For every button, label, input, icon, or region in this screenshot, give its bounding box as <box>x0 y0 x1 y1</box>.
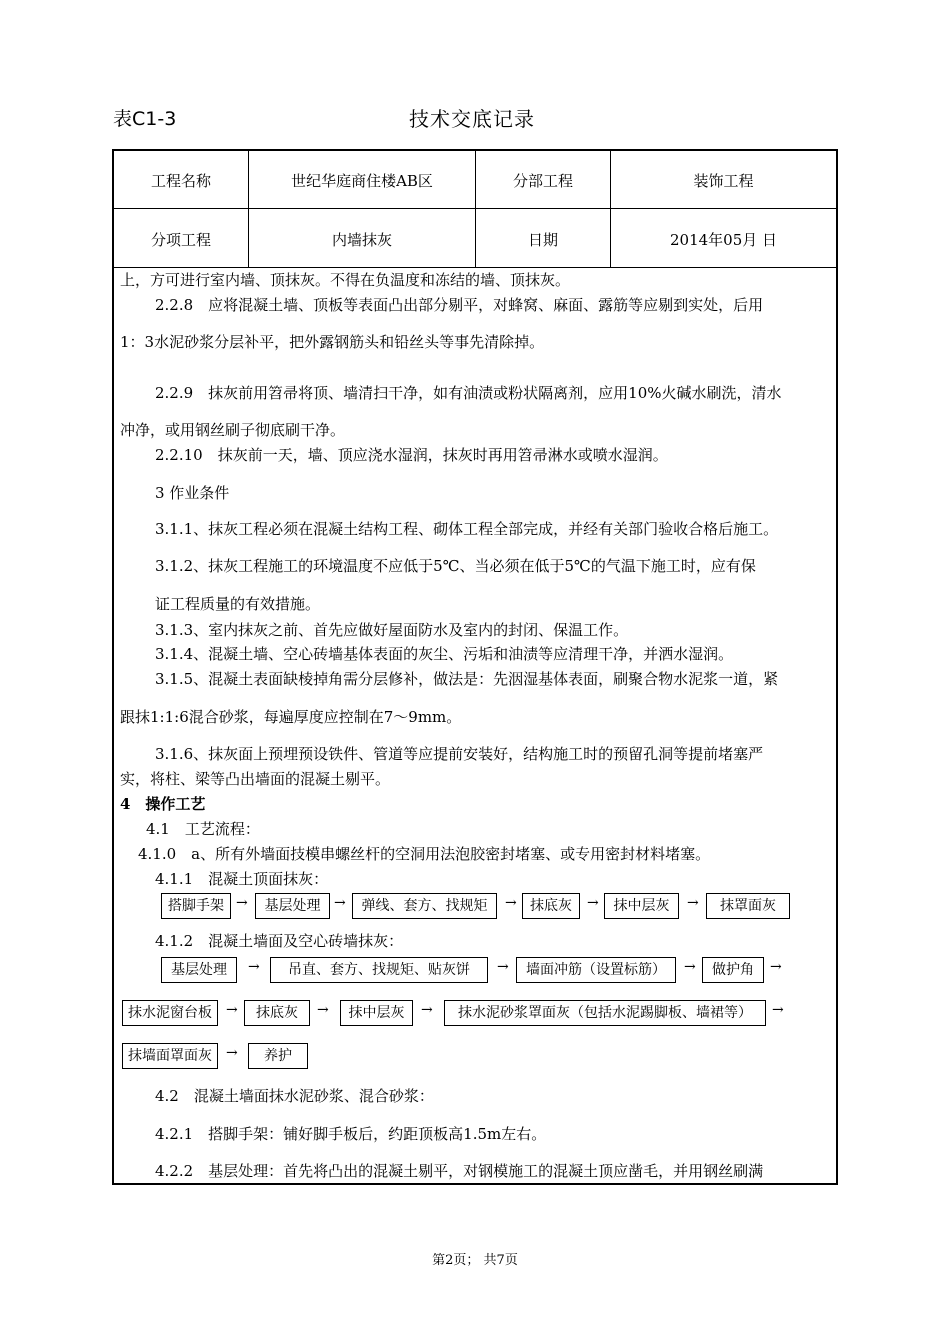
table-divider <box>610 149 611 268</box>
body-line: 3.1.2、抹灰工程施工的环境温度不应低于5℃、当必须在低于5℃的气温下施工时，应有保 <box>155 557 756 575</box>
arrow-icon: → <box>421 1002 433 1018</box>
label-subitem: 分项工程 <box>150 231 211 249</box>
body-line: 4.2 混凝土墙面抹水泥砂浆、混合砂浆： <box>155 1087 434 1105</box>
arrow-icon: → <box>248 959 260 975</box>
arrow-icon: → <box>497 959 509 975</box>
flow-step: 抹中层灰 <box>604 893 679 919</box>
section-heading: 3 作业条件 <box>155 484 230 502</box>
arrow-icon: → <box>226 1002 238 1018</box>
flow-step: 基层处理 <box>255 893 330 919</box>
label-division: 分部工程 <box>512 172 573 190</box>
body-line: 上，方可进行室内墙、顶抹灰。不得在负温度和冻结的墙、顶抹灰。 <box>120 271 571 289</box>
flow-step: 抹罩面灰 <box>706 893 790 919</box>
flow-step: 抹底灰 <box>244 1000 310 1026</box>
flow-step: 抹墙面罩面灰 <box>122 1043 218 1069</box>
arrow-icon: → <box>772 1002 784 1018</box>
body-line: 4.2.1 搭脚手架：铺好脚手板后，约距顶板高1.5m左右。 <box>155 1125 547 1143</box>
arrow-icon: → <box>770 959 782 975</box>
arrow-icon: → <box>334 895 346 911</box>
body-line: 4.1 工艺流程： <box>146 820 260 838</box>
value-project-name: 世纪华庭商住楼AB区 <box>291 172 433 190</box>
arrow-icon: → <box>236 895 248 911</box>
arrow-icon: → <box>317 1002 329 1018</box>
body-line: 实，将柱、梁等凸出墙面的混凝土剔平。 <box>120 770 391 788</box>
body-line: 4.1.2 混凝土墙面及空心砖墙抹灰： <box>155 932 404 950</box>
body-line: 4.1.0 a、所有外墙面技模串螺丝杆的空洞用法泡胶密封堵塞、或专用密封材料堵塞。 <box>138 845 711 863</box>
body-line: 3.1.6、抹灰面上预埋预设铁件、管道等应提前安装好，结构施工时的预留孔洞等提前堵塞严 <box>155 745 764 763</box>
arrow-icon: → <box>587 895 599 911</box>
flow-step: 搭脚手架 <box>161 893 231 919</box>
flow-step: 养护 <box>248 1043 308 1069</box>
flow-step: 抹底灰 <box>522 893 580 919</box>
body-line: 3.1.1、抹灰工程必须在混凝土结构工程、砌体工程全部完成，并经有关部门验收合格后施工。 <box>155 520 779 538</box>
flow-step: 弹线、套方、找规矩 <box>352 893 497 919</box>
label-date: 日期 <box>527 231 558 249</box>
page-footer: 第2页； 共7页 <box>432 1253 518 1268</box>
table-divider <box>475 149 476 268</box>
flow-step: 基层处理 <box>161 957 237 983</box>
body-line: 3.1.3、室内抹灰之前、首先应做好屋面防水及室内的封闭、保温工作。 <box>155 621 629 639</box>
form-code: 表C1-3 <box>113 108 177 130</box>
label-project-name: 工程名称 <box>150 172 211 190</box>
flow-step: 抹中层灰 <box>340 1000 413 1026</box>
flow-step: 抹水泥砂浆罩面灰（包括水泥踢脚板、墙裙等） <box>444 1000 766 1026</box>
body-line: 2.2.8 应将混凝土墙、顶板等表面凸出部分剔平，对蜂窝、麻面、露筋等应剔到实处，后用 <box>155 296 764 314</box>
body-line: 4.2.2 基层处理：首先将凸出的混凝土剔平，对钢模施工的混凝土顶应凿毛，并用钢丝刷满 <box>155 1162 764 1180</box>
arrow-icon: → <box>684 959 696 975</box>
arrow-icon: → <box>226 1045 238 1061</box>
section-heading: 4 操作工艺 <box>120 795 206 813</box>
body-line: 2.2.9 抹灰前用笤帚将顶、墙清扫干净，如有油渍或粉状隔离剂，应用10%火碱水刷洗，清水 <box>155 384 782 402</box>
value-date: 2014年05月 日 <box>669 231 778 249</box>
table-divider <box>248 149 249 268</box>
arrow-icon: → <box>687 895 699 911</box>
value-division: 装饰工程 <box>693 172 754 190</box>
body-line: 冲净，或用钢丝刷子彻底刷干净。 <box>120 421 346 439</box>
flow-step: 抹水泥窗台板 <box>122 1000 218 1026</box>
body-line: 3.1.4、混凝土墙、空心砖墙基体表面的灰尘、污垢和油渍等应清理干净，并洒水湿润。 <box>155 645 734 663</box>
body-line: 3.1.5、混凝土表面缺棱掉角需分层修补，做法是：先洇湿基体表面，刷聚合物水泥浆一道，紧 <box>155 670 779 688</box>
arrow-icon: → <box>505 895 517 911</box>
flow-step: 做护角 <box>702 957 764 983</box>
body-line: 跟抹1:1:6混合砂浆，每遍厚度应控制在7～9mm。 <box>120 708 462 726</box>
flow-step: 墙面冲筋（设置标筋） <box>516 957 676 983</box>
value-subitem: 内墙抹灰 <box>331 231 392 249</box>
body-line: 1：3水泥砂浆分层补平，把外露钢筋头和铅丝头等事先清除掉。 <box>120 333 545 351</box>
body-line: 证工程质量的有效措施。 <box>155 595 321 613</box>
body-line: 4.1.1 混凝土顶面抹灰： <box>155 870 329 888</box>
flow-step: 吊直、套方、找规矩、贴灰饼 <box>270 957 488 983</box>
page-title: 技术交底记录 <box>409 107 535 131</box>
body-line: 2.2.10 抹灰前一天，墙、顶应浇水湿润，抹灰时再用笤帚淋水或喷水湿润。 <box>155 446 668 464</box>
